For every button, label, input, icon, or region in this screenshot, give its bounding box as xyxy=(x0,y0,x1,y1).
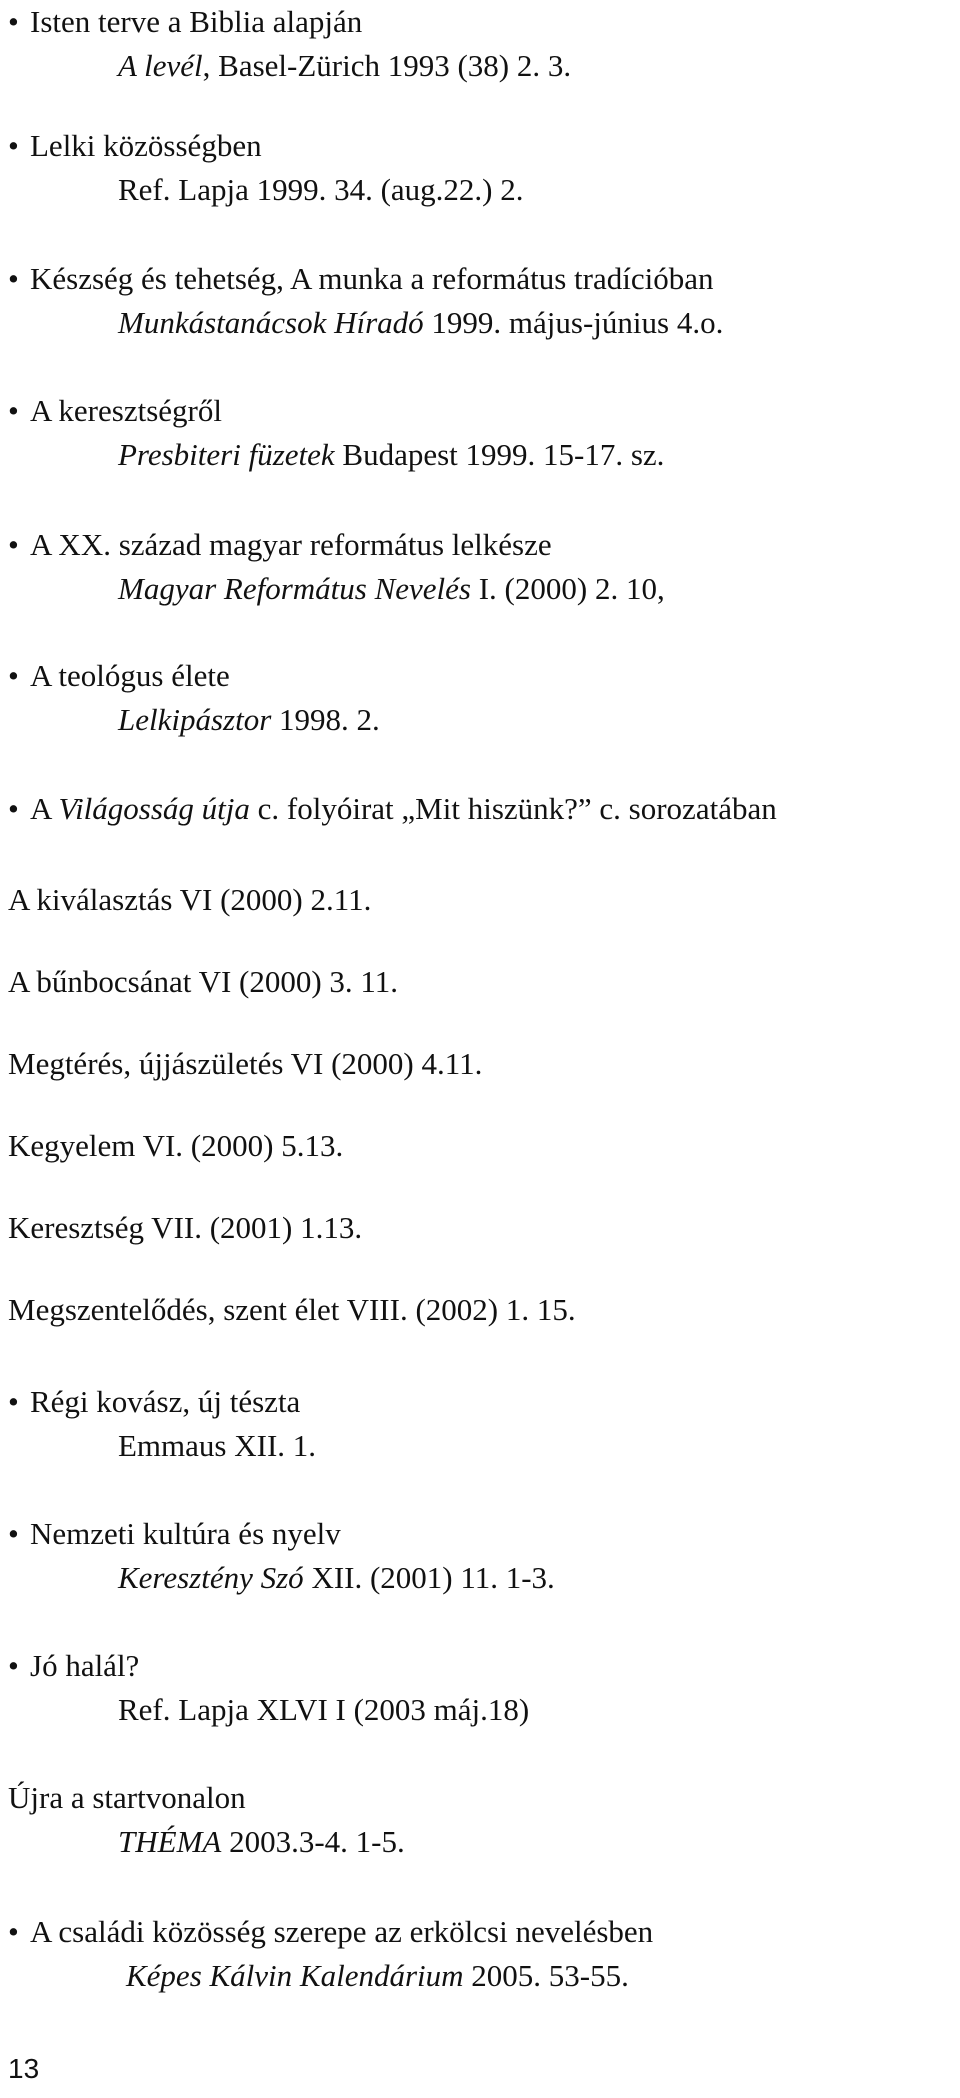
bibliography-entry xyxy=(8,1380,948,1468)
bullet: • xyxy=(8,791,19,826)
bullet: • xyxy=(8,393,19,428)
series-item xyxy=(8,1042,948,1086)
bibliography-entry xyxy=(8,124,948,212)
bibliography-entry xyxy=(8,1512,948,1600)
entry-source-italic: THÉMA xyxy=(118,1824,222,1859)
bibliography-entry xyxy=(8,389,948,477)
entry-source: Budapest 1999. 15-17. sz. xyxy=(334,437,665,472)
series-item-text: A kiválasztás VI (2000) 2.11. xyxy=(8,882,372,917)
bullet: • xyxy=(8,1384,19,1419)
entry-source-italic: Munkástanácsok Híradó xyxy=(118,305,424,340)
entry-source-italic: Keresztény Szó xyxy=(118,1560,304,1595)
entry-source: 1998. 2. xyxy=(271,702,380,737)
series-item xyxy=(8,1124,948,1168)
series-item xyxy=(8,1288,948,1332)
entry-source: 2003.3-4. 1-5. xyxy=(221,1824,405,1859)
series-item xyxy=(8,960,948,1004)
bullet: • xyxy=(8,1648,19,1683)
series-heading-post: c. folyóirat „Mit hiszünk?” c. sorozatában xyxy=(249,791,777,826)
entry-title: Készség és tehetség, A munka a református tradícióban xyxy=(30,261,714,296)
entry-title: Jó halál? xyxy=(30,1648,140,1683)
entry-source: 1999. május-június 4.o. xyxy=(423,305,724,340)
bibliography-entry xyxy=(8,1910,948,1998)
series-item xyxy=(8,878,948,922)
bibliography-entry xyxy=(8,523,948,611)
entry-title: A keresztségről xyxy=(30,393,222,428)
entry-source-italic: Magyar Református Nevelés xyxy=(118,571,471,606)
entry-title: Újra a startvonalon xyxy=(8,1780,246,1815)
entry-title: A teológus élete xyxy=(30,658,230,693)
bullet: • xyxy=(8,658,19,693)
series-item-text: A bűnbocsánat VI (2000) 3. 11. xyxy=(8,964,399,999)
entry-source: , Basel-Zürich 1993 (38) 2. 3. xyxy=(202,48,572,83)
series-item-text: Megszentelődés, szent élet VIII. (2002) 1. 15. xyxy=(8,1292,576,1327)
entry-source-italic: Képes Kálvin Kalendárium xyxy=(126,1958,464,1993)
series-item-text: Kegyelem VI. (2000) 5.13. xyxy=(8,1128,344,1163)
entry-source: Ref. Lapja XLVI I (2003 máj.18) xyxy=(118,1692,530,1727)
bullet: • xyxy=(8,128,19,163)
bibliography-entry xyxy=(8,257,948,345)
bullet: • xyxy=(8,4,19,39)
bibliography-entry xyxy=(8,1644,948,1732)
entry-title: A XX. század magyar református lelkésze xyxy=(30,527,552,562)
entry-title: A családi közösség szerepe az erkölcsi nevelésben xyxy=(30,1914,654,1949)
entry-source: Ref. Lapja 1999. 34. (aug.22.) 2. xyxy=(118,172,524,207)
entry-source: 2005. 53-55. xyxy=(463,1958,629,1993)
entry-title: Lelki közösségben xyxy=(30,128,262,163)
bullet: • xyxy=(8,1914,19,1949)
entry-source-italic: Presbiteri füzetek xyxy=(118,437,335,472)
series-item-text: Keresztség VII. (2001) 1.13. xyxy=(8,1210,363,1245)
entry-title: Nemzeti kultúra és nyelv xyxy=(30,1516,341,1551)
entry-source: Emmaus XII. 1. xyxy=(118,1428,317,1463)
series-heading xyxy=(8,787,948,831)
bullet: • xyxy=(8,261,19,296)
entry-source: XII. (2001) 11. 1-3. xyxy=(303,1560,555,1595)
bibliography-entry-unbulleted xyxy=(8,1776,948,1864)
page-number: 13 xyxy=(8,2053,40,2084)
bullet: • xyxy=(8,527,19,562)
entry-title: Régi kovász, új tészta xyxy=(30,1384,301,1419)
entry-source-italic: Lelkipásztor xyxy=(118,702,272,737)
entry-source: I. (2000) 2. 10, xyxy=(470,571,665,606)
bibliography-entry xyxy=(8,0,948,88)
series-heading-italic: Világosság útja xyxy=(58,791,250,826)
series-item-text: Megtérés, újjászületés VI (2000) 4.11. xyxy=(8,1046,483,1081)
series-heading-pre: A xyxy=(30,791,59,826)
series-item xyxy=(8,1206,948,1250)
entry-source-italic: A levél xyxy=(118,48,203,83)
entry-title: Isten terve a Biblia alapján xyxy=(30,4,363,39)
bibliography-entry xyxy=(8,654,948,742)
bullet: • xyxy=(8,1516,19,1551)
